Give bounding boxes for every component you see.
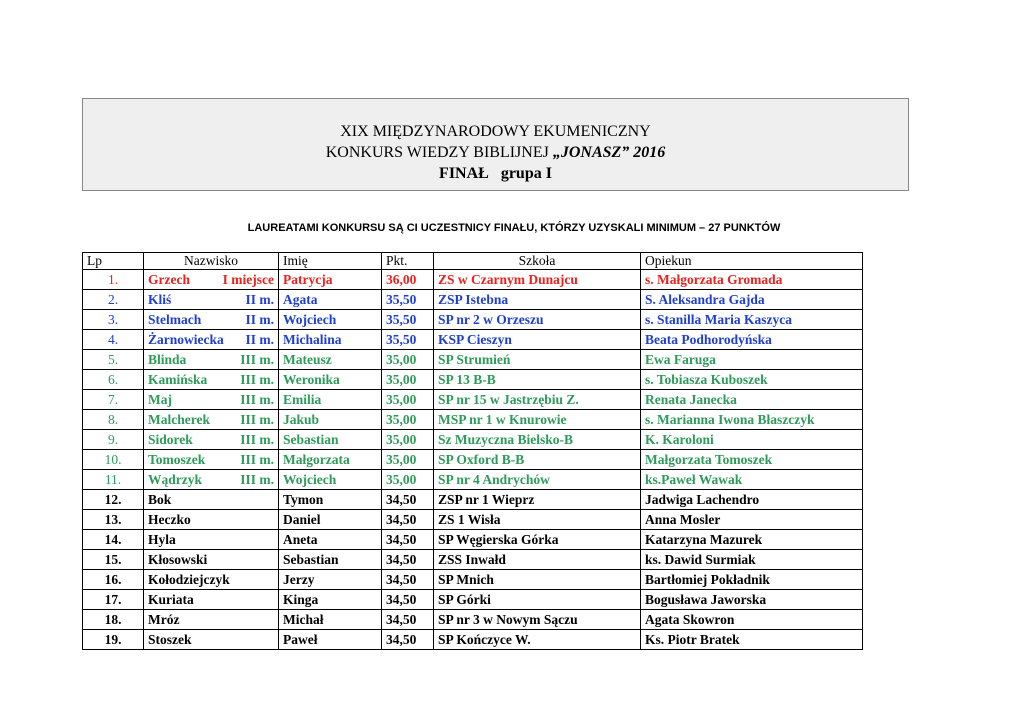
cell-imie: Wojciech xyxy=(279,310,382,330)
cell-imie: Michalina xyxy=(279,330,382,350)
surname: Stoszek xyxy=(148,631,192,647)
cell-nazwisko xyxy=(144,430,279,450)
cell-pkt: 35,00 xyxy=(382,470,434,490)
cell-nazwisko xyxy=(144,550,279,570)
cell-pkt: 34,50 xyxy=(382,550,434,570)
surname: Kliś xyxy=(148,291,172,307)
table-row xyxy=(83,410,863,430)
cell-nazwisko xyxy=(144,310,279,330)
cell-lp: 9. xyxy=(83,430,144,450)
cell-opiekun: Anna Mosler xyxy=(641,510,863,530)
place-label: I miejsce xyxy=(222,271,274,287)
table-header-row xyxy=(83,253,863,270)
cell-lp: 5. xyxy=(83,350,144,370)
title-box xyxy=(82,98,909,191)
cell-imie: Daniel xyxy=(279,510,382,530)
cell-pkt: 35,00 xyxy=(382,370,434,390)
cell-nazwisko xyxy=(144,510,279,530)
cell-imie: Patrycja xyxy=(279,270,382,290)
cell-szkola: ZSP Istebna xyxy=(434,290,641,310)
place-label: III m. xyxy=(240,431,274,447)
cell-nazwisko xyxy=(144,610,279,630)
cell-pkt: 35,50 xyxy=(382,290,434,310)
place-label: II m. xyxy=(245,311,274,327)
cell-pkt: 35,50 xyxy=(382,330,434,350)
cell-imie: Agata xyxy=(279,290,382,310)
cell-opiekun: s. Marianna Iwona Błaszczyk xyxy=(641,410,863,430)
surname: Mróz xyxy=(148,611,180,627)
cell-pkt: 34,50 xyxy=(382,630,434,650)
cell-imie: Sebastian xyxy=(279,430,382,450)
surname: Kamińska xyxy=(148,371,208,387)
cell-imie: Jakub xyxy=(279,410,382,430)
cell-opiekun: S. Aleksandra Gajda xyxy=(641,290,863,310)
surname: Maj xyxy=(148,391,172,407)
cell-nazwisko xyxy=(144,410,279,430)
cell-opiekun: ks.Paweł Wawak xyxy=(641,470,863,490)
cell-pkt: 36,00 xyxy=(382,270,434,290)
cell-opiekun: s. Stanilla Maria Kaszyca xyxy=(641,310,863,330)
cell-szkola: SP nr 15 w Jastrzębiu Z. xyxy=(434,390,641,410)
cell-pkt: 35,00 xyxy=(382,350,434,370)
cell-pkt: 35,00 xyxy=(382,390,434,410)
cell-opiekun: Renata Janecka xyxy=(641,390,863,410)
cell-opiekun: Katarzyna Mazurek xyxy=(641,530,863,550)
cell-nazwisko xyxy=(144,490,279,510)
cell-lp: 2. xyxy=(83,290,144,310)
cell-imie: Sebastian xyxy=(279,550,382,570)
place-label: III m. xyxy=(240,351,274,367)
cell-szkola: SP 13 B-B xyxy=(434,370,641,390)
place-label: II m. xyxy=(245,291,274,307)
subtitle: LAUREATAMI KONKURSU SĄ CI UCZESTNICY FINAŁU, KTÓRZY UZYSKALI MINIMUM – 27 PUNKTÓW xyxy=(247,222,781,234)
table-row xyxy=(83,590,863,610)
cell-nazwisko xyxy=(144,390,279,410)
cell-lp: 3. xyxy=(83,310,144,330)
cell-szkola: SP nr 3 w Nowym Sączu xyxy=(434,610,641,630)
cell-imie: Małgorzata xyxy=(279,450,382,470)
cell-imie: Aneta xyxy=(279,530,382,550)
header-pkt: Pkt. xyxy=(382,253,434,270)
cell-pkt: 35,00 xyxy=(382,430,434,450)
place-label: III m. xyxy=(240,371,274,387)
cell-pkt: 34,50 xyxy=(382,510,434,530)
cell-nazwisko xyxy=(144,330,279,350)
surname: Malcherek xyxy=(148,411,210,427)
cell-lp: 4. xyxy=(83,330,144,350)
table-row xyxy=(83,470,863,490)
cell-nazwisko xyxy=(144,270,279,290)
surname: Heczko xyxy=(148,511,191,527)
cell-szkola: SP nr 2 w Orzeszu xyxy=(434,310,641,330)
cell-opiekun: ks. Dawid Surmiak xyxy=(641,550,863,570)
header-szkola: Szkoła xyxy=(434,253,641,270)
title-line-3: FINAŁ grupa I xyxy=(439,165,552,182)
place-label: III m. xyxy=(240,391,274,407)
results-table xyxy=(82,252,863,650)
cell-szkola: ZSP nr 1 Wieprz xyxy=(434,490,641,510)
cell-szkola: SP Węgierska Górka xyxy=(434,530,641,550)
cell-szkola: SP Mnich xyxy=(434,570,641,590)
table-row xyxy=(83,290,863,310)
title-line-2 xyxy=(83,142,908,163)
table-row xyxy=(83,370,863,390)
cell-lp: 19. xyxy=(83,630,144,650)
cell-pkt: 34,50 xyxy=(382,590,434,610)
cell-nazwisko xyxy=(144,370,279,390)
cell-pkt: 34,50 xyxy=(382,570,434,590)
cell-pkt: 35,00 xyxy=(382,450,434,470)
cell-lp: 15. xyxy=(83,550,144,570)
cell-nazwisko xyxy=(144,570,279,590)
cell-szkola: SP Górki xyxy=(434,590,641,610)
cell-lp: 7. xyxy=(83,390,144,410)
cell-lp: 14. xyxy=(83,530,144,550)
cell-pkt: 35,00 xyxy=(382,410,434,430)
surname: Kołodziejczyk xyxy=(148,571,230,587)
table-row xyxy=(83,390,863,410)
header-nazwisko: Nazwisko xyxy=(144,253,279,270)
cell-opiekun: Bogusława Jaworska xyxy=(641,590,863,610)
surname: Blinda xyxy=(148,351,187,367)
cell-lp: 6. xyxy=(83,370,144,390)
cell-pkt: 35,50 xyxy=(382,310,434,330)
table-row xyxy=(83,310,863,330)
cell-lp: 10. xyxy=(83,450,144,470)
title-line-2-italic: „JONASZ” 2016 xyxy=(552,144,666,161)
cell-pkt: 34,50 xyxy=(382,530,434,550)
cell-szkola: MSP nr 1 w Knurowie xyxy=(434,410,641,430)
surname: Hyla xyxy=(148,531,176,547)
table-row xyxy=(83,630,863,650)
cell-szkola: ZS 1 Wisła xyxy=(434,510,641,530)
title-line-2-prefix: KONKURS WIEDZY BIBLIJNEJ xyxy=(325,144,553,161)
cell-lp: 16. xyxy=(83,570,144,590)
header-imie: Imię xyxy=(279,253,382,270)
cell-opiekun: Beata Podhorodyńska xyxy=(641,330,863,350)
table-row xyxy=(83,350,863,370)
cell-szkola: KSP Cieszyn xyxy=(434,330,641,350)
header-lp: Lp xyxy=(83,253,144,270)
cell-opiekun: s. Małgorzata Gromada xyxy=(641,270,863,290)
cell-imie: Michał xyxy=(279,610,382,630)
cell-opiekun: K. Karoloni xyxy=(641,430,863,450)
cell-pkt: 34,50 xyxy=(382,610,434,630)
cell-imie: Weronika xyxy=(279,370,382,390)
cell-nazwisko xyxy=(144,350,279,370)
cell-lp: 12. xyxy=(83,490,144,510)
cell-szkola: Sz Muzyczna Bielsko-B xyxy=(434,430,641,450)
cell-opiekun: Ks. Piotr Bratek xyxy=(641,630,863,650)
surname: Tomoszek xyxy=(148,451,206,467)
cell-szkola: SP nr 4 Andrychów xyxy=(434,470,641,490)
table-row xyxy=(83,530,863,550)
surname: Wądrzyk xyxy=(148,471,202,487)
cell-szkola: ZS w Czarnym Dunajcu xyxy=(434,270,641,290)
table-row xyxy=(83,490,863,510)
cell-lp: 13. xyxy=(83,510,144,530)
surname: Kłosowski xyxy=(148,551,208,567)
cell-opiekun: Bartłomiej Pokładnik xyxy=(641,570,863,590)
table-row xyxy=(83,330,863,350)
cell-szkola: SP Kończyce W. xyxy=(434,630,641,650)
cell-nazwisko xyxy=(144,290,279,310)
place-label: III m. xyxy=(240,471,274,487)
cell-imie: Kinga xyxy=(279,590,382,610)
cell-nazwisko xyxy=(144,470,279,490)
cell-imie: Tymon xyxy=(279,490,382,510)
place-label: III m. xyxy=(240,411,274,427)
cell-szkola: ZSS Inwałd xyxy=(434,550,641,570)
table-row xyxy=(83,610,863,630)
cell-lp: 1. xyxy=(83,270,144,290)
cell-szkola: SP Oxford B-B xyxy=(434,450,641,470)
cell-imie: Paweł xyxy=(279,630,382,650)
cell-imie: Emilia xyxy=(279,390,382,410)
surname: Kuriata xyxy=(148,591,194,607)
surname: Bok xyxy=(148,491,172,507)
cell-nazwisko xyxy=(144,530,279,550)
cell-lp: 17. xyxy=(83,590,144,610)
cell-szkola: SP Strumień xyxy=(434,350,641,370)
cell-nazwisko xyxy=(144,630,279,650)
cell-imie: Wojciech xyxy=(279,470,382,490)
table-row xyxy=(83,450,863,470)
table-row xyxy=(83,550,863,570)
surname: Żarnowiecka xyxy=(148,331,224,347)
table-row xyxy=(83,510,863,530)
cell-opiekun: Agata Skowron xyxy=(641,610,863,630)
surname: Sidorek xyxy=(148,431,193,447)
table-row xyxy=(83,270,863,290)
cell-lp: 11. xyxy=(83,470,144,490)
surname: Grzech xyxy=(148,271,190,287)
cell-opiekun: Ewa Faruga xyxy=(641,350,863,370)
table-row xyxy=(83,570,863,590)
cell-lp: 18. xyxy=(83,610,144,630)
cell-pkt: 34,50 xyxy=(382,490,434,510)
header-opiekun: Opiekun xyxy=(641,253,863,270)
cell-opiekun: Jadwiga Lachendro xyxy=(641,490,863,510)
cell-nazwisko xyxy=(144,590,279,610)
place-label: II m. xyxy=(245,331,274,347)
table-row xyxy=(83,430,863,450)
cell-opiekun: Małgorzata Tomoszek xyxy=(641,450,863,470)
cell-imie: Jerzy xyxy=(279,570,382,590)
surname: Stelmach xyxy=(148,311,202,327)
cell-nazwisko xyxy=(144,450,279,470)
title-line-1: XIX MIĘDZYNARODOWY EKUMENICZNY xyxy=(340,123,651,140)
cell-imie: Mateusz xyxy=(279,350,382,370)
cell-lp: 8. xyxy=(83,410,144,430)
cell-opiekun: s. Tobiasza Kuboszek xyxy=(641,370,863,390)
place-label: III m. xyxy=(240,451,274,467)
